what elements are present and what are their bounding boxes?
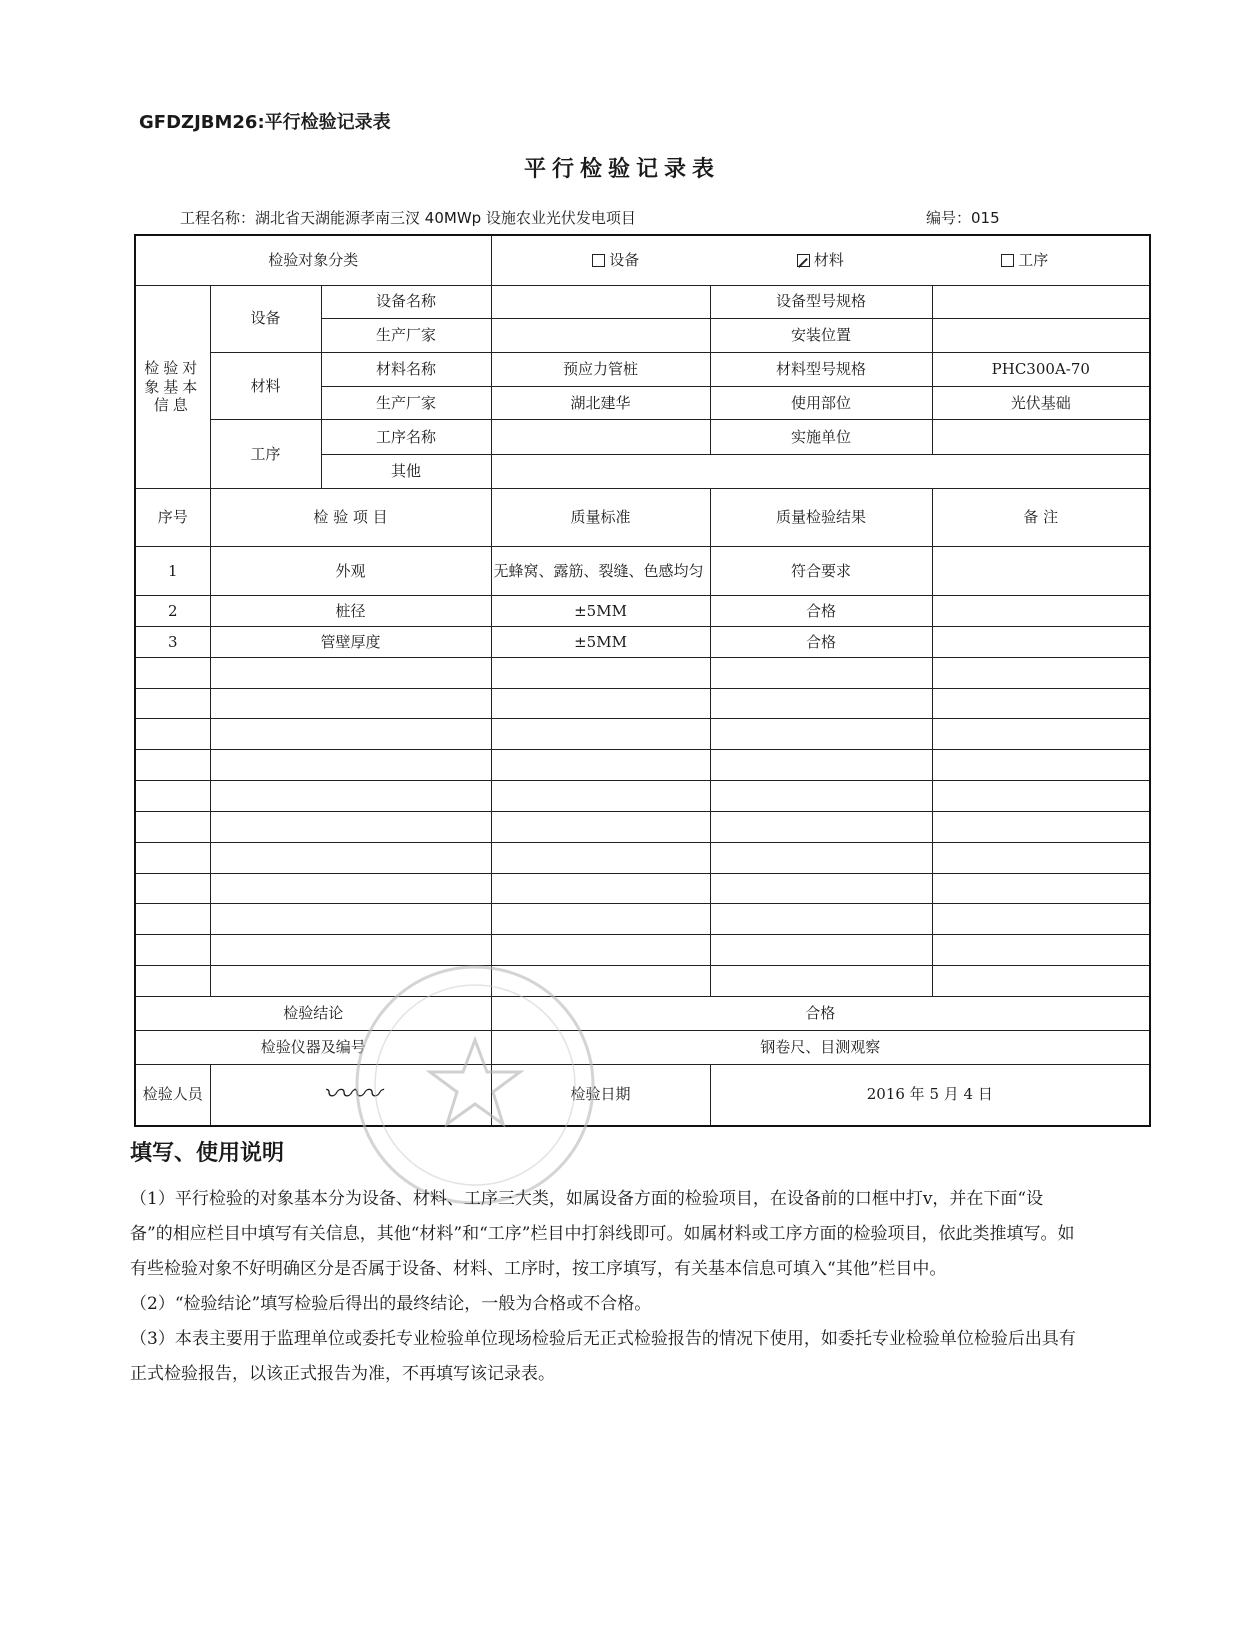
project-line xyxy=(180,207,636,228)
date-label: 检验日期 xyxy=(491,1064,710,1126)
item-result: 符合要求 xyxy=(710,546,932,595)
process-unit-value xyxy=(932,420,1150,455)
item-standard: ±5MM xyxy=(491,626,710,657)
record-number-value: 015 xyxy=(971,209,1000,227)
table-row xyxy=(135,546,1150,595)
empty-row xyxy=(135,781,1150,812)
equipment-group-label: 设备 xyxy=(210,285,321,352)
process-other-label: 其他 xyxy=(321,455,491,489)
equipment-name-value xyxy=(491,285,710,318)
item-remark xyxy=(932,626,1150,657)
header-result: 质量检验结果 xyxy=(710,489,932,547)
item-seq: 3 xyxy=(135,626,210,657)
conclusion-value: 合格 xyxy=(491,996,1150,1030)
item-standard: ±5MM xyxy=(491,596,710,627)
header-seq: 序号 xyxy=(135,489,210,547)
material-model-value: PHC300A-70 xyxy=(932,352,1150,386)
conclusion-label: 检验结论 xyxy=(135,996,491,1030)
empty-row xyxy=(135,904,1150,935)
empty-row xyxy=(135,842,1150,873)
table-row xyxy=(135,626,1150,657)
handwritten-signature: 〰〰 xyxy=(322,1077,379,1113)
table-row xyxy=(135,596,1150,627)
item-result: 合格 xyxy=(710,596,932,627)
header-standard: 质量标准 xyxy=(491,489,710,547)
instructions-title: 填写、使用说明 xyxy=(130,1141,285,1166)
inspection-record-table xyxy=(134,234,1149,1127)
item-standard: 无蜂窝、露筋、裂缝、色感均匀 xyxy=(491,546,710,595)
instrument-label: 检验仪器及编号 xyxy=(135,1030,491,1064)
header-remark: 备 注 xyxy=(932,489,1150,547)
record-number xyxy=(926,207,1000,228)
material-name-label: 材料名称 xyxy=(321,352,491,386)
material-part-value: 光伏基础 xyxy=(932,386,1150,420)
project-label: 工程名称： xyxy=(180,209,256,227)
header-item: 检 验 项 目 xyxy=(210,489,491,547)
category-option-equipment[interactable]: 设备 xyxy=(592,251,639,270)
empty-row xyxy=(135,750,1150,781)
material-maker-value: 湖北建华 xyxy=(491,386,710,420)
category-label: 检验对象分类 xyxy=(135,235,491,285)
instruction-paragraph: （3）本表主要用于监理单位或委托专业检验单位现场检验后无正式检验报告的情况下使用，如委托专业检验单位检验后出具有正式检验报告，以该正式报告为准，不再填写该记录表。 xyxy=(130,1329,1076,1384)
basic-info-label: 检验对象基本信息 xyxy=(135,285,210,488)
date-value: 2016 年 5 月 4 日 xyxy=(710,1064,1150,1126)
material-part-label: 使用部位 xyxy=(710,386,932,420)
equipment-name-label: 设备名称 xyxy=(321,285,491,318)
empty-row xyxy=(135,688,1150,719)
equipment-maker-value xyxy=(491,318,710,352)
empty-row xyxy=(135,966,1150,997)
material-model-label: 材料型号规格 xyxy=(710,352,932,386)
category-option-material[interactable]: 材料 xyxy=(797,251,844,270)
empty-row xyxy=(135,657,1150,688)
instrument-row xyxy=(135,1030,1150,1064)
material-name-value: 预应力管桩 xyxy=(491,352,710,386)
document-code: GFDZJBM26:平行检验记录表 xyxy=(139,112,391,133)
item-remark xyxy=(932,546,1150,595)
document-title: 平行检验记录表 xyxy=(523,157,720,182)
instruction-paragraph: （1）平行检验的对象基本分为设备、材料、工序三大类，如属设备方面的检验项目，在设备前的口框中打v，并在下面“设备”的相应栏目中填写有关信息，其他“材料”和“工序”栏目中打斜线即可。如属材料或工序方面的检验项目，依此类推填写。如有些检验对象不好明确区分是否属于设备、材料、工序时，按工序填写，有关基本信息可填入“其他”栏目中。 xyxy=(130,1189,1075,1279)
item-remark xyxy=(932,596,1150,627)
process-other-value xyxy=(491,455,1150,489)
process-name-label: 工序名称 xyxy=(321,420,491,455)
checkbox-icon[interactable] xyxy=(592,254,605,267)
item-result: 合格 xyxy=(710,626,932,657)
process-group-label: 工序 xyxy=(210,420,321,489)
equipment-model-value xyxy=(932,285,1150,318)
item-name: 外观 xyxy=(210,546,491,595)
items-header-row xyxy=(135,489,1150,547)
project-name: 湖北省天湖能源孝南三汊 40MWp 设施农业光伏发电项目 xyxy=(255,209,636,227)
process-name-value xyxy=(491,420,710,455)
inspector-label: 检验人员 xyxy=(135,1064,210,1126)
inspector-row xyxy=(135,1064,1150,1126)
item-seq: 2 xyxy=(135,596,210,627)
empty-row xyxy=(135,719,1150,750)
item-name: 管壁厚度 xyxy=(210,626,491,657)
empty-row xyxy=(135,811,1150,842)
category-row xyxy=(135,235,1150,285)
checkbox-icon[interactable] xyxy=(1001,254,1014,267)
checkbox-checked-icon[interactable] xyxy=(797,254,810,267)
process-unit-label: 实施单位 xyxy=(710,420,932,455)
equipment-model-label: 设备型号规格 xyxy=(710,285,932,318)
material-maker-label: 生产厂家 xyxy=(321,386,491,420)
equipment-location-value xyxy=(932,318,1150,352)
record-number-label: 编号： xyxy=(926,209,972,227)
equipment-location-label: 安装位置 xyxy=(710,318,932,352)
category-options xyxy=(491,235,1150,285)
instrument-value: 钢卷尺、目测观察 xyxy=(491,1030,1150,1064)
equipment-maker-label: 生产厂家 xyxy=(321,318,491,352)
item-name: 桩径 xyxy=(210,596,491,627)
instructions-body xyxy=(130,1182,1080,1392)
empty-row xyxy=(135,873,1150,904)
conclusion-row xyxy=(135,996,1150,1030)
instruction-paragraph: （2）“检验结论”填写检验后得出的最终结论，一般为合格或不合格。 xyxy=(130,1294,652,1314)
empty-row xyxy=(135,935,1150,966)
category-option-process[interactable]: 工序 xyxy=(1001,251,1048,270)
item-seq: 1 xyxy=(135,546,210,595)
inspector-signature xyxy=(210,1064,491,1126)
material-group-label: 材料 xyxy=(210,352,321,420)
